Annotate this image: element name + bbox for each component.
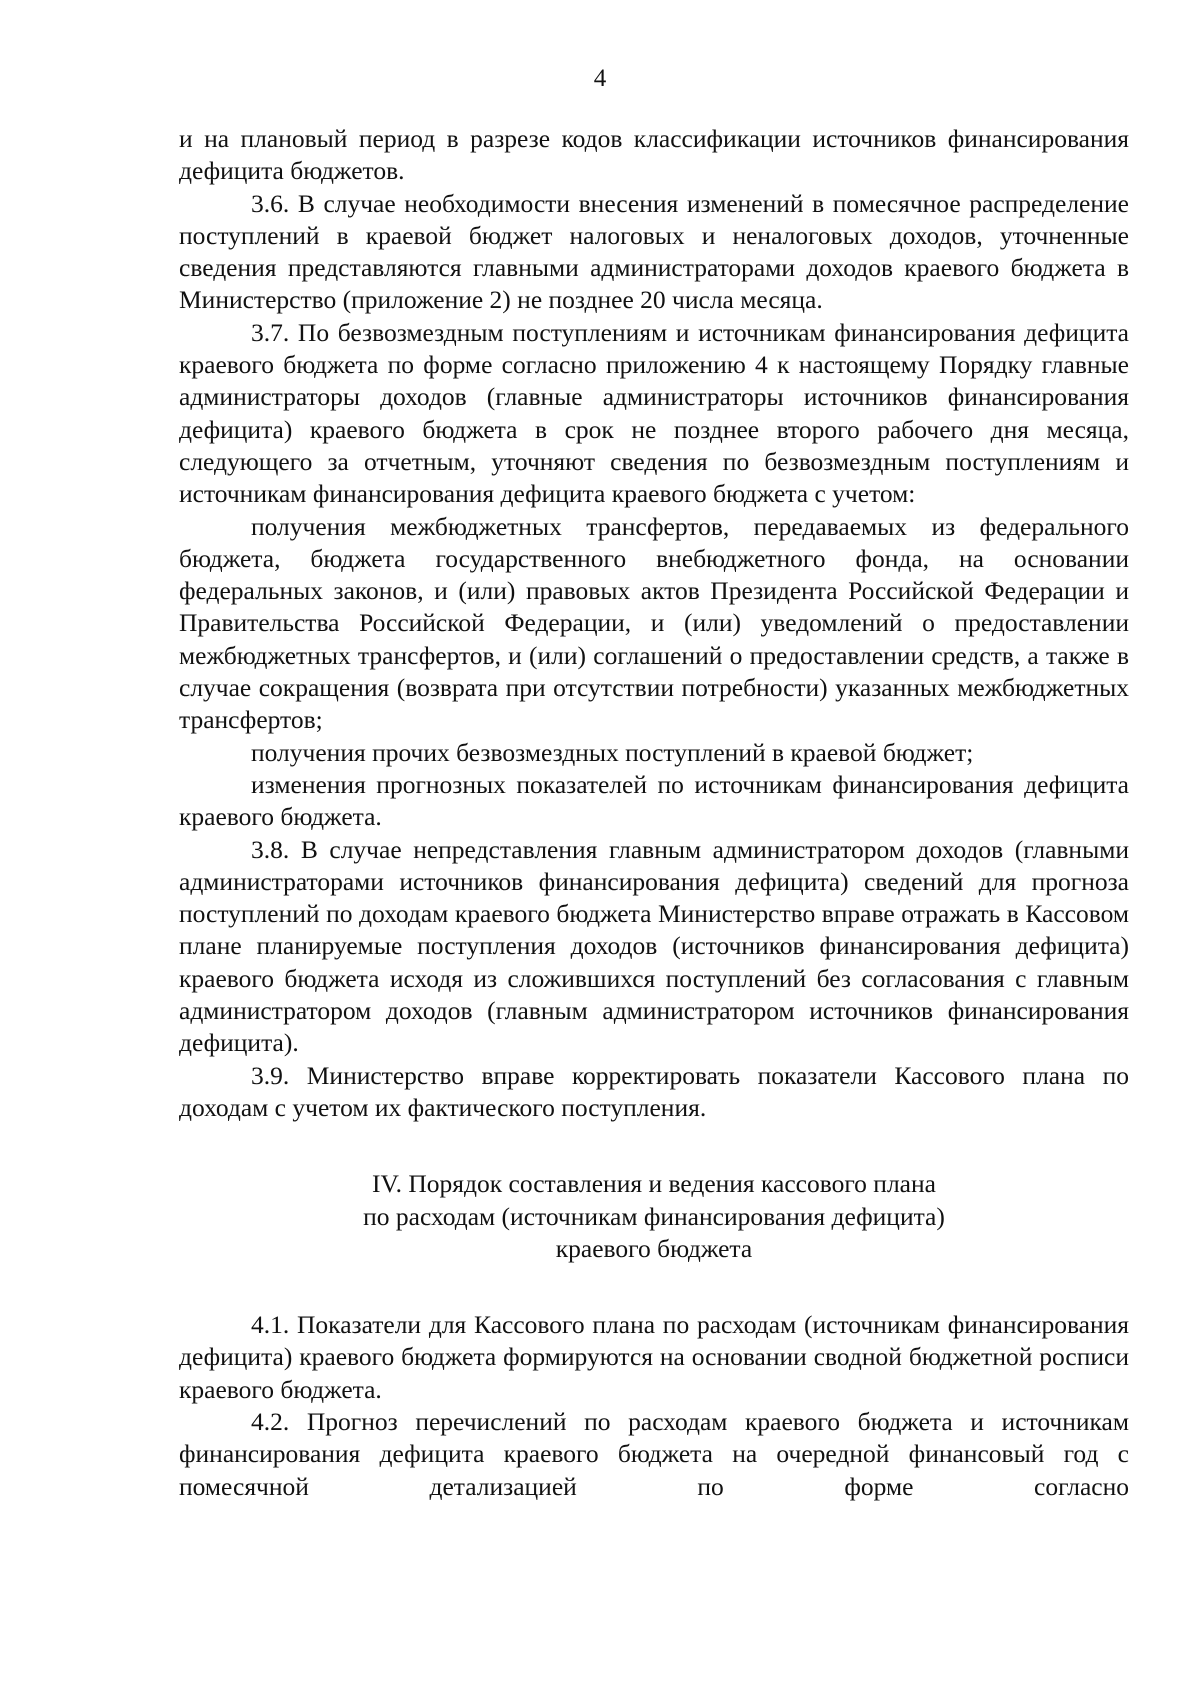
paragraph-3-7: 3.7. По безвозмездным поступлениям и источникам финансирования дефицита краевого бюджета по форме согласно приложению 4 к настоящему Порядку главные администраторы доходов (главные администраторы источников финансирования дефицита) краевого бюджета в срок не позднее второго рабочего дня месяца, следующего за отчетным, уточняют сведения по безвозмездным поступлениям и источникам финансирования дефицита краевого бюджета с учетом: [179,317,1129,509]
paragraph-continuation: и на плановый период в разрезе кодов классификации источников финансирования дефицита бюджетов. [179,124,1129,186]
paragraph-3-9: 3.9. Министерство вправе корректировать показатели Кассового плана по доходам с учетом их фактического поступления. [179,1060,1129,1122]
section-heading [179,1168,1129,1265]
paragraph-3-6: 3.6. В случае необходимости внесения изменений в помесячное распределение поступлений в краевой бюджет налоговых и неналоговых доходов, уточненные сведения представляются главными администраторами доходов краевого бюджета в Министерство (приложение 2) не позднее 20 числа месяца. [179,188,1129,315]
section-heading-line-1: IV. Порядок составления и ведения кассового плана [372,1169,936,1199]
paragraph-4-1: 4.1. Показатели для Кассового плана по расходам (источникам финансирования дефицита) краевого бюджета формируются на основании сводной бюджетной росписи краевого бюджета. [179,1310,1129,1404]
paragraph-4-2: 4.2. Прогноз перечислений по расходам краевого бюджета и источникам финансирования дефицита краевого бюджета на очередной финансовый год с помесячной детализацией по форме согласно [179,1406,1129,1501]
paragraph-3-8: 3.8. В случае непредставления главным администратором доходов (главными администраторами источников финансирования дефицита) сведений для прогноза поступлений по доходам краевого бюджета Министерство вправе отражать в Кассовом плане планируемые поступления доходов (источников финансирования дефицита) краевого бюджета исходя из сложившихся поступлений без согласования с главным администратором доходов (главным администратором источников финансирования дефицита). [179,834,1129,1058]
paragraph-3-7-item-transfers: получения межбюджетных трансфертов, передаваемых из федерального бюджета, бюджета государственного внебюджетного фонда, на основании федеральных законов, и (или) правовых актов Президента Российской Федерации и Правительства Российской Федерации, и (или) уведомлений о предоставлении межбюджетных трансфертов, и (или) соглашений о предоставлении средств, а также в случае сокращения (возврата при отсутствии потребности) указанных межбюджетных трансфертов; [179,511,1129,735]
paragraph-3-7-item-other-receipts: получения прочих безвозмездных поступлений в краевой бюджет; [251,737,974,767]
section-heading-line-3: краевого бюджета [555,1233,753,1263]
document-body [179,123,1129,1503]
paragraph-3-7-item-forecast-changes: изменения прогнозных показателей по источникам финансирования дефицита краевого бюджета. [179,769,1129,832]
page-number: 4 [593,65,607,92]
section-heading-line-2: по расходам (источникам финансирования дефицита) [363,1201,945,1231]
